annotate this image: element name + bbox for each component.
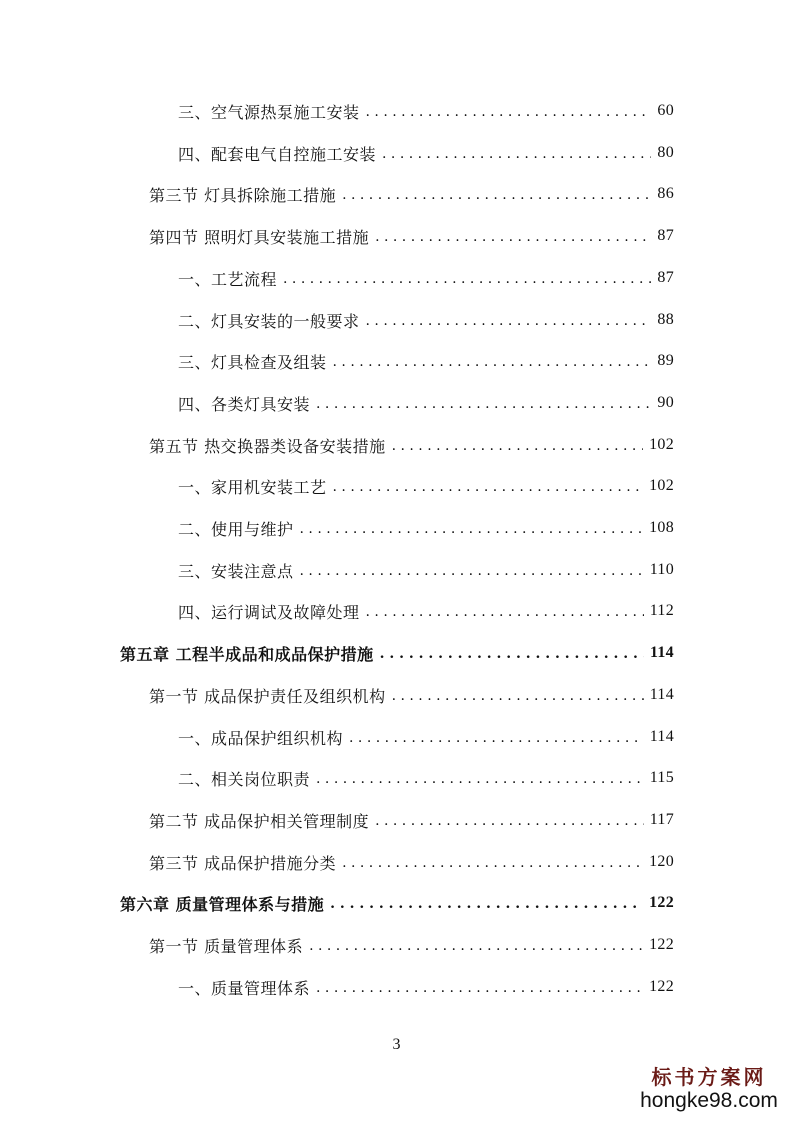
toc-leader-dots — [366, 104, 652, 120]
toc-entry-title: 三、空气源热泵施工安装 — [178, 102, 360, 122]
toc-subsection-entry[interactable] — [178, 555, 674, 585]
toc-entry-title: 四、配套电气自控施工安装 — [178, 144, 377, 164]
toc-section-entry[interactable] — [149, 680, 674, 710]
toc-leader-dots — [392, 688, 644, 704]
toc-entry-title: 四、运行调试及故障处理 — [178, 602, 360, 622]
toc-entry-page: 88 — [657, 311, 674, 328]
toc-subsection-entry[interactable] — [178, 346, 674, 376]
toc-entry-title: 一、成品保护组织机构 — [178, 728, 344, 748]
toc-leader-dots — [316, 396, 651, 412]
toc-section-entry[interactable] — [149, 221, 674, 251]
watermark-url-text: hongke98.com — [640, 1089, 778, 1112]
toc-entry-page: 102 — [649, 477, 674, 494]
toc-leader-dots — [333, 354, 652, 370]
toc-section-entry[interactable] — [149, 805, 674, 835]
toc-entry-page: 60 — [657, 102, 674, 119]
toc-entry-page: 89 — [657, 352, 674, 369]
toc-leader-dots — [316, 980, 643, 996]
toc-entry-page: 87 — [657, 269, 674, 286]
page-number: 3 — [392, 1036, 401, 1053]
toc-subsection-entry[interactable] — [178, 972, 674, 1002]
toc-subsection-entry[interactable] — [178, 263, 674, 293]
toc-subsection-entry[interactable] — [178, 513, 674, 543]
watermark-cn-text: 标书方案网 — [651, 1065, 767, 1089]
toc-leader-dots — [330, 896, 643, 912]
toc-entry-title: 二、灯具安装的一般要求 — [178, 311, 360, 331]
toc-leader-dots — [392, 438, 644, 454]
watermark-logo — [639, 1064, 779, 1112]
toc-entry-title: 第一节 质量管理体系 — [149, 936, 304, 956]
toc-leader-dots — [366, 313, 652, 329]
toc-section-entry[interactable] — [149, 930, 674, 960]
toc-subsection-entry[interactable] — [178, 305, 674, 335]
toc-entry-page: 110 — [649, 561, 674, 578]
toc-entry-page: 122 — [649, 894, 674, 911]
toc-entry-page: 117 — [649, 811, 674, 828]
toc-entry-page: 102 — [649, 436, 674, 453]
toc-leader-dots — [382, 146, 651, 162]
toc-entry-title: 第五章 工程半成品和成品保护措施 — [120, 644, 374, 664]
toc-leader-dots — [342, 187, 651, 203]
toc-leader-dots — [380, 646, 644, 662]
toc-subsection-entry[interactable] — [178, 388, 674, 418]
toc-chapter-entry[interactable] — [120, 638, 674, 668]
toc-entry-title: 四、各类灯具安装 — [178, 394, 311, 414]
toc-subsection-entry[interactable] — [178, 138, 674, 168]
toc-chapter-entry[interactable] — [120, 888, 674, 918]
toc-entry-page: 115 — [649, 769, 674, 786]
toc-leader-dots — [309, 938, 643, 954]
toc-subsection-entry[interactable] — [178, 722, 674, 752]
toc-entry-title: 一、家用机安装工艺 — [178, 477, 327, 497]
toc-entry-title: 第三节 成品保护措施分类 — [149, 853, 337, 873]
toc-entry-page: 108 — [649, 519, 674, 536]
toc-entry-title: 第三节 灯具拆除施工措施 — [149, 185, 337, 205]
toc-entry-page: 87 — [657, 227, 674, 244]
toc-entry-title: 一、质量管理体系 — [178, 978, 311, 998]
toc-entry-page: 122 — [649, 978, 674, 995]
toc-leader-dots — [375, 813, 644, 829]
toc-entry-page: 90 — [657, 394, 674, 411]
toc-leader-dots — [316, 771, 644, 787]
toc-subsection-entry[interactable] — [178, 763, 674, 793]
toc-leader-dots — [300, 563, 644, 579]
toc-entry-page: 86 — [657, 185, 674, 202]
toc-entry-title: 第六章 质量管理体系与措施 — [120, 894, 325, 914]
toc-leader-dots — [375, 229, 651, 245]
toc-entry-page: 114 — [649, 728, 674, 745]
toc-entry-page: 80 — [657, 144, 674, 161]
toc-leader-dots — [349, 730, 644, 746]
toc-entry-title: 第五节 热交换器类设备安装措施 — [149, 436, 386, 456]
toc-entry-title: 三、灯具检查及组装 — [178, 352, 327, 372]
toc-entry-title: 第二节 成品保护相关管理制度 — [149, 811, 370, 831]
toc-leader-dots — [366, 604, 644, 620]
toc-section-entry[interactable] — [149, 847, 674, 877]
toc-leader-dots — [283, 271, 651, 287]
toc-entry-title: 二、相关岗位职责 — [178, 769, 311, 789]
toc-leader-dots — [300, 521, 644, 537]
toc-entry-page: 114 — [649, 686, 674, 703]
toc-subsection-entry[interactable] — [178, 596, 674, 626]
toc-entry-title: 第四节 照明灯具安装施工措施 — [149, 227, 370, 247]
toc-entry-page: 120 — [649, 853, 674, 870]
toc-section-entry[interactable] — [149, 179, 674, 209]
toc-entry-title: 三、安装注意点 — [178, 561, 294, 581]
toc-entry-page: 114 — [649, 644, 674, 661]
toc-entry-page: 122 — [649, 936, 674, 953]
toc-subsection-entry[interactable] — [178, 96, 674, 126]
toc-leader-dots — [342, 855, 643, 871]
toc-entry-title: 一、工艺流程 — [178, 269, 278, 289]
toc-entry-title: 第一节 成品保护责任及组织机构 — [149, 686, 386, 706]
toc-section-entry[interactable] — [149, 430, 674, 460]
toc-subsection-entry[interactable] — [178, 471, 674, 501]
toc-entry-page: 112 — [649, 602, 674, 619]
toc-entry-title: 二、使用与维护 — [178, 519, 294, 539]
toc-leader-dots — [333, 479, 644, 495]
